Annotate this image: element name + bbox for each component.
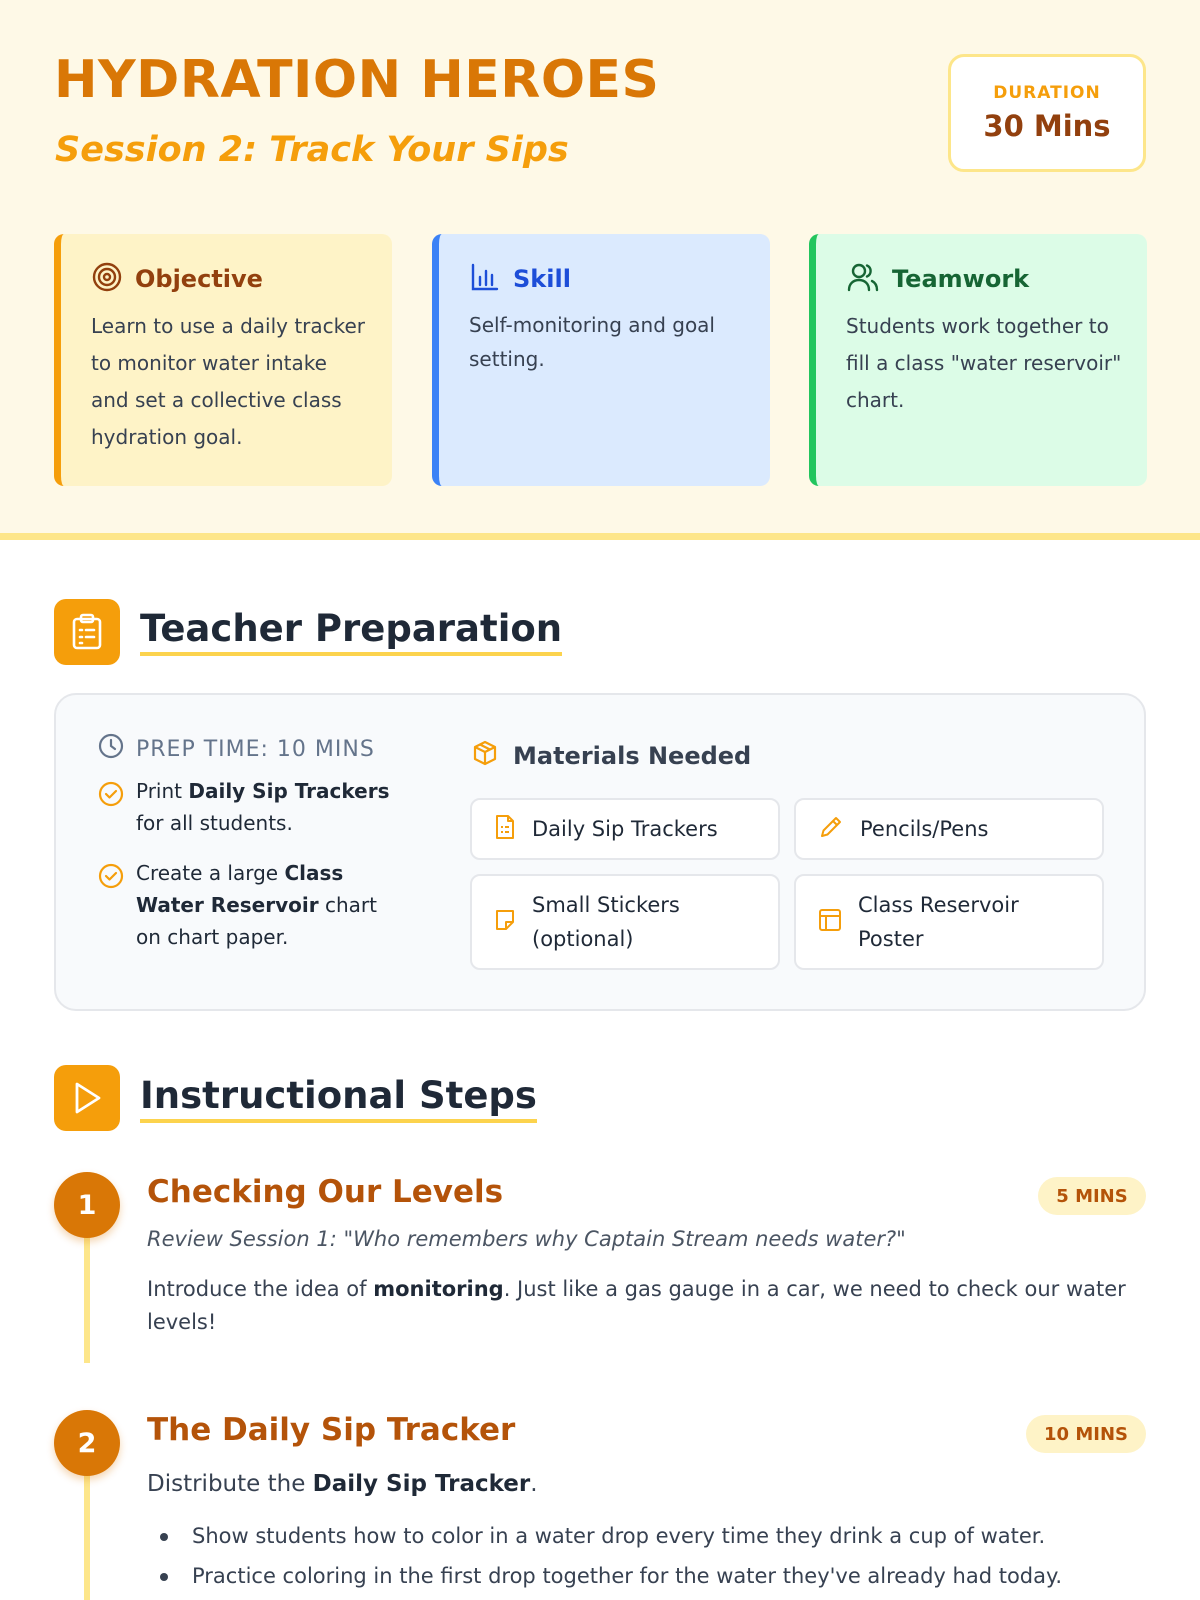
session-subtitle: Session 2: Track Your Sips [55,130,569,170]
duration-value: 30 Mins [983,109,1111,143]
poster-icon [818,908,842,936]
document-icon [494,814,516,844]
step-title: Checking Our Levels [147,1174,504,1210]
lesson-header [0,0,1200,540]
step-number: 1 [54,1172,120,1238]
teamwork-text: Students work together to fill a class "water reservoir" chart. [846,314,1122,412]
skill-card [432,234,770,486]
material-item [470,874,780,970]
target-icon [91,261,123,297]
instructional-steps-heading: Instructional Steps [140,1074,537,1123]
prep-time-label: PREP TIME: 10 MINS [136,736,375,762]
step-bullet-list [192,1516,1062,1596]
skill-title: Skill [513,265,571,293]
sticker-icon [494,908,516,936]
task-bold-text: Class Water Reservoir [136,861,344,917]
timeline-line [84,1465,90,1600]
step-bold-text: Daily Sip Tracker [312,1471,531,1497]
step-text: . Just like a gas gauge in a car, we need to check our water levels! [147,1277,1126,1334]
objective-card [54,234,392,486]
box-icon [471,739,499,773]
teamwork-card [809,234,1147,486]
teacher-preparation-heading: Teacher Preparation [140,607,562,656]
page-title: HYDRATION HEROES [54,50,660,110]
prep-task [98,857,398,953]
timeline-line [84,1225,90,1363]
pencil-icon [818,814,844,844]
material-label: Small Stickers (optional) [532,893,680,951]
step-text: Distribute the [147,1471,313,1497]
step-text: Introduce the idea of [147,1277,374,1301]
material-item [470,798,780,860]
material-label: Pencils/Pens [860,817,989,841]
task-text: Print [136,779,189,803]
clipboard-icon [54,599,120,665]
preparation-panel [54,693,1146,1011]
material-item [794,798,1104,860]
check-circle-icon [98,775,124,839]
step-description [147,1273,1147,1339]
bar-chart-icon [469,261,501,297]
step-title: The Daily Sip Tracker [147,1412,516,1448]
material-item [794,874,1104,970]
play-icon [54,1065,120,1131]
prep-time [98,733,398,765]
duration-label: DURATION [993,83,1101,103]
skill-text: Self-monitoring and goal setting. [469,313,715,371]
duration-badge: 5 MINS [1038,1177,1146,1215]
objective-text: Learn to use a daily tracker to monitor water intake and set a collective class hydration goal. [91,314,366,449]
materials-heading: Materials Needed [513,742,752,770]
task-text: chart on chart paper. [136,893,377,949]
objective-title: Objective [135,265,263,293]
prep-checklist [98,733,398,953]
task-text: Create a large [136,861,285,885]
list-item: Show students how to color in a water drop every time they drink a cup of water. [192,1516,1062,1556]
duration-box [948,54,1146,172]
users-icon [846,261,880,297]
step-number: 2 [54,1410,120,1476]
check-circle-icon [98,857,124,953]
materials-heading-row [471,739,751,773]
step-quote: Review Session 1: "Who remembers why Captain Stream needs water?" [147,1227,906,1251]
step-bold-text: monitoring [373,1277,504,1301]
duration-badge: 10 MINS [1026,1415,1146,1453]
step-text: . [530,1471,538,1497]
teamwork-title: Teamwork [892,265,1030,293]
material-label: Class Reservoir Poster [858,893,1019,951]
task-text: for all students. [136,811,293,835]
material-label: Daily Sip Trackers [532,817,718,841]
task-bold-text: Daily Sip Trackers [188,779,390,803]
step-description [147,1468,1147,1501]
prep-task [98,775,398,839]
clock-icon [98,733,124,765]
list-item: Practice coloring in the first drop together for the water they've already had today. [192,1556,1062,1596]
